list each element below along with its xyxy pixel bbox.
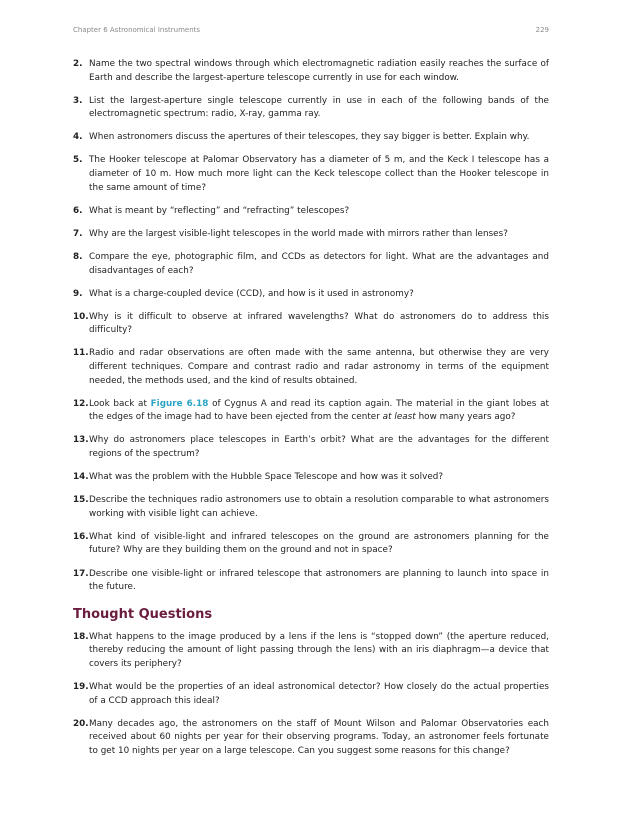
question-text: What kind of visible-light and infrared telescopes on the ground are astronomers planning for the future? Why are they building them on the ground and not in space? <box>89 531 549 556</box>
question-text: Why do astronomers place telescopes in Earth’s orbit? What are the advantages for the different regions of the spectrum? <box>89 435 549 459</box>
question-text: What is meant by “reflecting” and “refracting” telescopes? <box>89 205 350 216</box>
question-item <box>73 681 549 708</box>
question-text: List the largest-aperture single telescope currently in use in each of the following bands of the electromagnetic spectrum: radio, X-ray, gamma ray. <box>89 95 549 120</box>
question-number: 4. <box>73 132 83 143</box>
question-number: 12. <box>73 398 89 409</box>
question-number: 18. <box>73 631 89 642</box>
question-text: Describe one visible-light or infrared telescope that astronomers are planning to launch into space in the future. <box>89 568 549 593</box>
thought-questions <box>73 631 549 759</box>
figure-link[interactable]: Figure 6.18 <box>150 398 209 409</box>
question-text: Many decades ago, the astronomers on the staff of Mount Wilson and Palomar Observatories each received about 60 nights per year for their observing programs. Today, an astronomer feels fortunate to get 10 nights per year on a large telescope. Can you suggest some reasons for this change? <box>89 718 549 756</box>
question-item <box>73 288 549 302</box>
question-number: 9. <box>73 288 83 299</box>
question-item <box>73 434 549 461</box>
question-item <box>73 154 549 195</box>
section-heading: Thought Questions <box>73 606 213 622</box>
question-text: Describe the techniques radio astronomers use to obtain a resolution comparable to what astronomers working with visible light can achieve. <box>89 495 549 519</box>
question-number: 7. <box>73 228 83 239</box>
question-text: Name the two spectral windows through which electromagnetic radiation easily reaches the surface of Earth and describe the largest-aperture telescope currently in use for each window. <box>89 59 549 83</box>
question-number: 15. <box>73 495 89 506</box>
review-questions <box>73 58 549 595</box>
question-item <box>73 95 549 122</box>
question-number: 2. <box>73 59 83 69</box>
question-item <box>73 398 549 425</box>
question-number: 16. <box>73 531 89 542</box>
question-number: 5. <box>73 155 83 166</box>
question-text: Radio and radar observations are often made with the same antenna, but otherwise they are very different techniques. Compare and contrast radio and radar astronomy in terms of the equipment needed, the methods used, and the kind of results obtained. <box>89 348 549 386</box>
question-text: What happens to the image produced by a lens if the lens is “stopped down” (the aperture reduced, thereby reducing the amount of light passing through the lens) with an iris diaphragm—a device that covers its periphery? <box>89 631 549 669</box>
question-text: how many years ago? <box>415 412 516 423</box>
question-item <box>73 718 549 759</box>
question-number: 11. <box>73 348 89 359</box>
question-text: What was the problem with the Hubble Space Telescope and how was it solved? <box>89 472 444 483</box>
question-text: Why are the largest visible-light telescopes in the world made with mirrors rather than lenses? <box>89 228 508 239</box>
question-text: of Cygnus A and read its caption again. The material in the giant lobes at the edges of the image had to have been ejected from the center <box>89 398 549 423</box>
question-text: Why is it difficult to observe at infrared wavelengths? What do astronomers do to address this difficulty? <box>89 311 549 336</box>
question-number: 20. <box>73 718 89 729</box>
question-number: 6. <box>73 205 83 216</box>
question-item <box>73 58 549 85</box>
question-item <box>73 531 549 558</box>
question-item <box>73 471 549 485</box>
question-item <box>73 631 549 672</box>
page-number: 229 <box>535 26 549 34</box>
question-item <box>73 311 549 338</box>
question-item <box>73 347 549 388</box>
question-number: 3. <box>73 95 83 106</box>
question-number: 10. <box>73 311 89 322</box>
question-number: 17. <box>73 568 89 579</box>
question-item <box>73 131 549 145</box>
question-item <box>73 494 549 521</box>
chapter-title: Chapter 6 Astronomical Instruments <box>73 26 201 34</box>
question-item <box>73 228 549 242</box>
emphasis-text: at least <box>382 412 416 423</box>
question-text: When astronomers discuss the apertures of their telescopes, they say bigger is better. Explain why. <box>89 132 530 143</box>
question-text: The Hooker telescope at Palomar Observatory has a diameter of 5 m, and the Keck I telescope has a diameter of 10 m. How much more light can the Keck telescope collect than the Hooker telescope in the same amount of time? <box>89 155 549 193</box>
question-number: 13. <box>73 435 89 446</box>
question-item <box>73 568 549 595</box>
content <box>73 58 549 768</box>
question-number: 14. <box>73 472 89 483</box>
question-number: 8. <box>73 251 83 262</box>
question-item <box>73 251 549 278</box>
question-number: 19. <box>73 682 89 692</box>
question-text: What is a charge-coupled device (CCD), and how is it used in astronomy? <box>89 288 414 299</box>
question-text: Compare the eye, photographic film, and CCDs as detectors for light. What are the advantages and disadvantages of each? <box>89 251 549 276</box>
running-header <box>73 26 549 36</box>
question-text: What would be the properties of an ideal astronomical detector? How closely do the actual properties of a CCD approach this ideal? <box>89 682 549 706</box>
question-item <box>73 205 549 219</box>
question-text: Look back at <box>89 398 151 409</box>
